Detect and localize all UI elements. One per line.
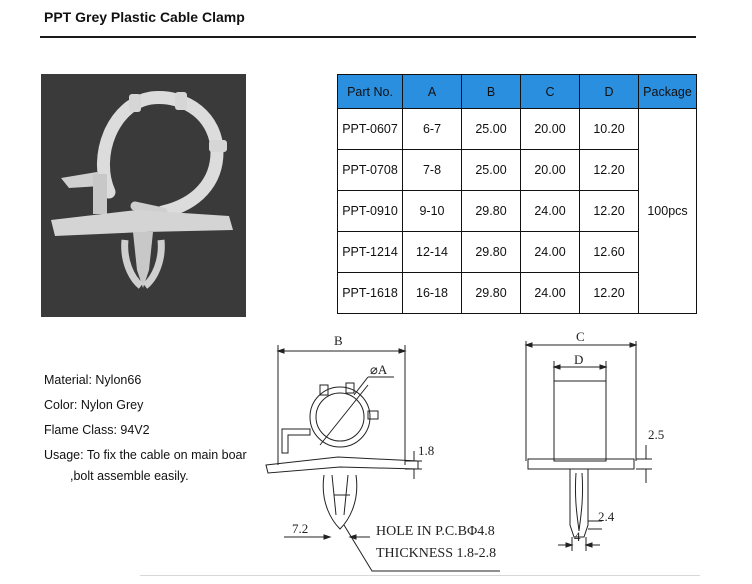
dim-a: ⌀A <box>370 362 388 377</box>
header-package: Package <box>639 75 697 109</box>
cell-part-no: PPT-0607 <box>338 109 403 150</box>
cell-part-no: PPT-1618 <box>338 273 403 314</box>
cell-a: 6-7 <box>403 109 462 150</box>
dim-2-5: 2.5 <box>648 427 665 442</box>
header-b: B <box>462 75 521 109</box>
dim-d: D <box>574 352 584 367</box>
spec-table <box>337 74 697 314</box>
dim-c: C <box>576 329 585 344</box>
dim-2-4: 2.4 <box>598 509 615 524</box>
bottom-divider <box>140 575 700 576</box>
flame-spec: Flame Class: 94V2 <box>44 423 150 437</box>
cell-d: 12.20 <box>580 273 639 314</box>
usage-spec-continued: ,bolt assemble easily. <box>70 469 189 483</box>
product-photo <box>41 74 246 317</box>
cell-b: 29.80 <box>462 273 521 314</box>
hole-note: HOLE IN P.C.BΦ4.8 <box>376 524 495 539</box>
color-spec: Color: Nylon Grey <box>44 398 144 412</box>
cell-c: 24.00 <box>521 191 580 232</box>
cell-c: 24.00 <box>521 232 580 273</box>
cell-c: 24.00 <box>521 273 580 314</box>
cell-b: 25.00 <box>462 150 521 191</box>
technical-drawing <box>260 325 690 579</box>
dim-b: B <box>334 333 343 348</box>
cell-part-no: PPT-0708 <box>338 150 403 191</box>
cell-d: 12.60 <box>580 232 639 273</box>
dim-7-2: 7.2 <box>292 521 309 536</box>
dim-4: 4 <box>574 529 581 544</box>
title-divider <box>40 36 696 38</box>
material-spec: Material: Nylon66 <box>44 373 142 387</box>
cell-d: 12.20 <box>580 191 639 232</box>
header-c: C <box>521 75 580 109</box>
table-row <box>338 109 697 150</box>
cell-b: 25.00 <box>462 109 521 150</box>
usage-spec: Usage: To fix the cable on main boar <box>44 448 247 462</box>
cell-d: 12.20 <box>580 150 639 191</box>
dim-1-8: 1.8 <box>418 443 435 458</box>
cell-c: 20.00 <box>521 109 580 150</box>
cell-package: 100pcs <box>639 109 697 314</box>
cell-b: 29.80 <box>462 191 521 232</box>
cell-a: 16-18 <box>403 273 462 314</box>
header-part-no: Part No. <box>338 75 403 109</box>
cell-part-no: PPT-1214 <box>338 232 403 273</box>
page-title: PPT Grey Plastic Cable Clamp <box>44 9 245 25</box>
cell-a: 9-10 <box>403 191 462 232</box>
header-a: A <box>403 75 462 109</box>
cell-b: 29.80 <box>462 232 521 273</box>
cell-a: 7-8 <box>403 150 462 191</box>
cell-d: 10.20 <box>580 109 639 150</box>
cell-c: 20.00 <box>521 150 580 191</box>
cell-a: 12-14 <box>403 232 462 273</box>
table-header-row <box>338 75 697 109</box>
thickness-note: THICKNESS 1.8-2.8 <box>376 546 497 561</box>
header-d: D <box>580 75 639 109</box>
cell-part-no: PPT-0910 <box>338 191 403 232</box>
